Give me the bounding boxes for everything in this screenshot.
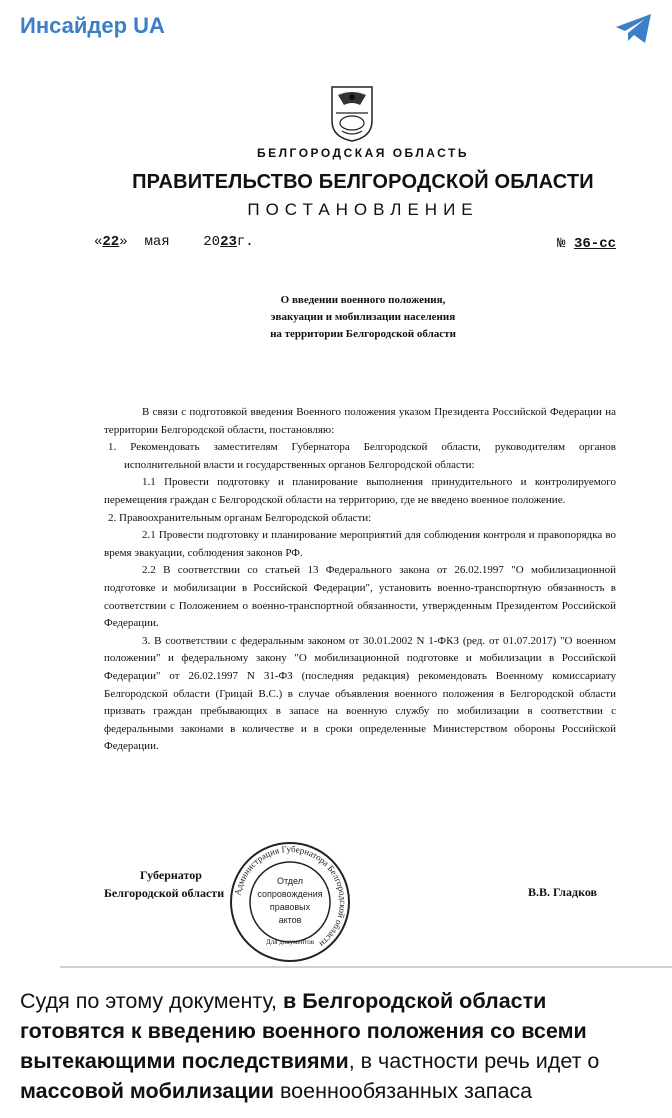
region-name: БЕЛГОРОДСКАЯ ОБЛАСТЬ <box>257 146 469 160</box>
government-title: ПРАВИТЕЛЬСТВО БЕЛГОРОДСКОЙ ОБЛАСТИ <box>132 171 594 193</box>
channel-header <box>0 0 672 54</box>
coat-of-arms-icon <box>330 85 374 143</box>
official-stamp-icon <box>228 840 352 964</box>
telegram-icon[interactable] <box>614 12 654 46</box>
svg-text:правовых: правовых <box>269 902 311 912</box>
document-edge <box>60 966 672 968</box>
document-body <box>104 404 616 756</box>
document-scan <box>88 76 638 966</box>
channel-name[interactable]: Инсайдер UA <box>20 13 165 38</box>
paragraph-2: 2. Правоохранительным органам Белгородской области: <box>108 511 372 524</box>
document-date: «22» мая 2023г. <box>94 234 254 250</box>
document-type: ПОСТАНОВЛЕНИЕ <box>247 200 479 219</box>
signature-position: Губернатор Белгородской области <box>104 868 225 900</box>
document-number: № 36-сс <box>557 236 616 252</box>
paragraph-3: 3. В соответствии с федеральным законом от 30.01.2002 N 1-ФКЗ (ред. от 01.07.2017) "О военном положении" и федеральному закону "О мобилизационной подготовке и мобилизации в Российской Федерации" от 26.02.1997 N 31-ФЗ (последняя редакция) рекомендовать Военному комиссариату Белгородской области (Грицай В.С.) в случае объявления военного положения в Белгородской области призвать граждан пребывающих в запасе на военную службу по мобилизации в соответствии с федеральными законами в количестве и в сроки определенные Министерством обороны Российской Федерации. <box>104 634 616 753</box>
paragraph-2-1: 2.1 Провести подготовку и планирование мероприятий для соблюдения контроля и правопорядка во время эвакуации, соблюдения законов РФ. <box>104 529 616 559</box>
signature-name: В.В. Гладков <box>528 885 598 899</box>
svg-text:Администрация Губернатора Белг: Администрация Губернатора Белгородской области <box>232 843 349 950</box>
post-caption: Судя по этому документу, в Белгородской области готовятся к введению военного положения со всеми вытекающими последствиями, в частности речь идет о массовой мобилизации военнообязанных запаса <box>20 989 600 1103</box>
caption-emphasis-2: массовой мобилизации <box>20 1079 275 1103</box>
paragraph-1: 1. Рекомендовать заместителям Губернатора Белгородской области, руководителям органов исполнительной власти и государственных органов Белгородской области: <box>108 441 616 471</box>
svg-text:сопровождения: сопровождения <box>257 889 323 899</box>
svg-text:актов: актов <box>278 915 302 925</box>
paragraph-1-1: 1.1 Провести подготовку и планирование выполнения принудительного и контролируемого перемещения граждан с Белгородской области на территорию, где не введено военное положение. <box>104 476 616 506</box>
paragraph-2-2: 2.2 В соответствии со статьей 13 Федерального закона от 26.02.1997 "О мобилизационной подготовке и мобилизации в Российской Федерации", установить военно-транспортную обязанность в соответствии с Положением о военно-транспортной обязанности, утвержденным Президентом Российской Федерации. <box>104 564 616 630</box>
document-subject: О введении военного положения, эвакуации и мобилизации населения на территории Белгородской области <box>270 294 456 340</box>
caption-emphasis-1: в Белгородской области готовятся к введению военного положения со всеми вытекающими последствиями <box>20 989 587 1073</box>
paragraph-intro: В связи с подготовкой введения Военного положения указом Президента Российской Федерации на территории Белгородской области, постановляю: <box>104 406 616 436</box>
svg-text:Отдел: Отдел <box>276 876 304 886</box>
svg-text:Для документов: Для документов <box>265 938 315 946</box>
